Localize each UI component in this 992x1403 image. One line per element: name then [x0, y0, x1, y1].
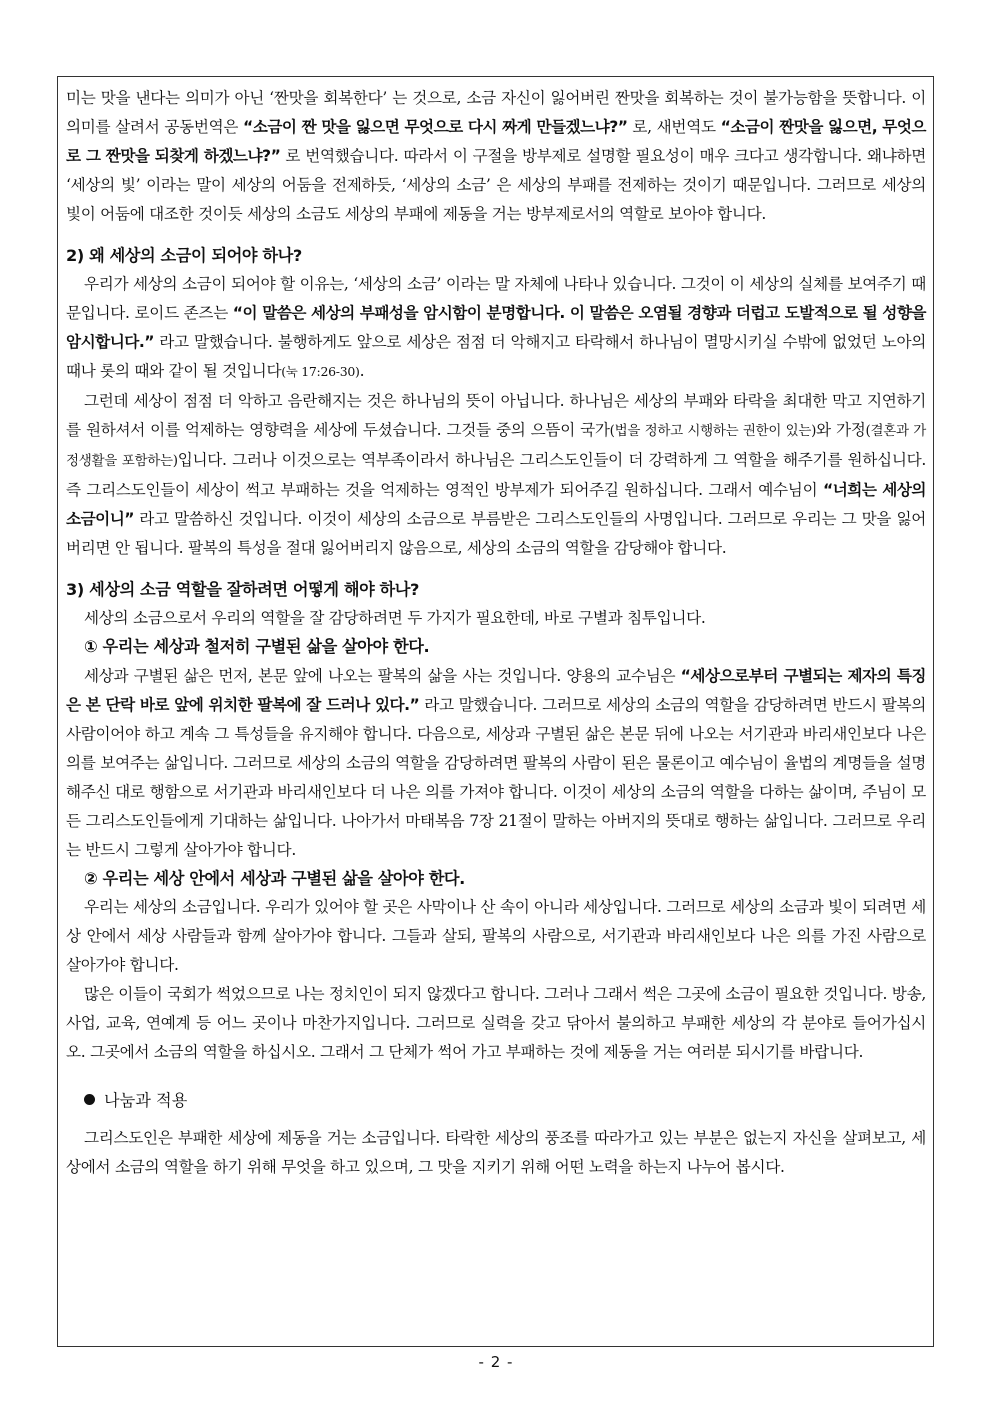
subheading-1: ① 우리는 세상과 철저히 구별된 삶을 살아야 한다. [84, 637, 430, 657]
paragraph: 우리가 세상의 소금이 되어야 할 이유는, ‘세상의 소금’ 이라는 말 자체에 나타나 있습니다. 그것이 이 세상의 실체를 보여주기 때문입니다. 로이드 존즈는 “이 말씀은 세상의 부패성을 암시함이 분명합니다. 이 말씀은 오염될 경향과 더럽고 도발적으로 될 성향을 암시합니다.” 라고 말했습니다. 불행하게도 앞으로 세상은 점점 더 악해지고 타락해서 하나님이 멸망시키실 수밖에 없었던 노아의 때나 롯의 때와 같이 될 것입니다(눅 17:26-30). [66, 275, 927, 381]
paragraph: 그리스도인은 부패한 세상에 제동을 거는 소금입니다. 타락한 세상의 풍조를 따라가고 있는 부분은 없는지 자신을 살펴보고, 세상에서 소금의 역할을 하기 위해 무엇을 하고 있으며, 그 맛을 지키기 위해 어떤 노력을 하는지 나누어 봅시다. [66, 1128, 926, 1176]
paragraph: 세상의 소금으로서 우리의 역할을 잘 감당하려면 두 가지가 필요한데, 바로 구별과 침투입니다. [84, 609, 706, 628]
section-heading-3: 3) 세상의 소금 역할을 잘하려면 어떻게 해야 하나? [66, 579, 420, 599]
paragraph: 우리는 세상의 소금입니다. 우리가 있어야 할 곳은 사막이나 산 속이 아니라 세상입니다. 그러므로 세상의 소금과 빛이 되려면 세상 안에서 세상 사람들과 함께 살아가야 합니다. 그들과 살되, 팔복의 사람으로, 서기관과 바리새인보다 나은 의를 가진 사람으로 살아가야 합니다. [66, 898, 926, 975]
paragraph-continued: 미는 맛을 낸다는 의미가 아닌 ‘짠맛을 회복한다’ 는 것으로, 소금 자신이 잃어버린 짠맛을 회복하는 것이 불가능함을 뜻합니다. 이 의미를 살려서 공동번역은 “소금이 짠 맛을 잃으면 무엇으로 다시 짜게 만들겠느냐?” 로, 새번역도 “소금이 짠맛을 잃으면, 무엇으로 그 짠맛을 되찾게 하겠느냐?” 로 번역했습니다. 따라서 이 구절을 방부제로 설명할 필요성이 매우 크다고 생각합니다. 왜냐하면 ‘세상의 빛’ 이라는 말이 세상의 어둠을 전제하듯, ‘세상의 소금’ 은 세상의 부패를 전제하는 것이기 때문입니다. 그러므로 세상의 빛이 어둠에 대조한 것이듯 세상의 소금도 세상의 부패에 제동을 거는 방부제로서의 역할로 보아야 합니다. [66, 89, 926, 223]
section-heading-2: 2) 왜 세상의 소금이 되어야 하나? [66, 245, 302, 265]
paragraph: 많은 이들이 국회가 썩었으므로 나는 정치인이 되지 않겠다고 합니다. 그러나 그래서 썩은 그곳에 소금이 필요한 것입니다. 방송, 사업, 교육, 연예계 등 어느 곳이나 마찬가지입니다. 그러므로 실력을 갖고 닦아서 불의하고 부패한 세상의 각 분야로 들어가십시오. 그곳에서 소금의 역할을 하십시오. 그래서 그 단체가 썩어 가고 부패하는 것에 제동을 거는 여러분 되시기를 바랍니다. [66, 985, 926, 1061]
bullet-icon [84, 1094, 95, 1105]
page-number: - 2 - [478, 1353, 514, 1371]
document-body [66, 84, 926, 1182]
subheading-2: ② 우리는 세상 안에서 세상과 구별된 삶을 살아야 한다. [84, 868, 465, 888]
paragraph: 세상과 구별된 삶은 먼저, 본문 앞에 나오는 팔복의 삶을 사는 것입니다. 양용의 교수님은 “세상으로부터 구별되는 제자의 특징은 본 단락 바로 앞에 위치한 팔복에 잘 드러나 있다.” 라고 말했습니다. 그러므로 세상의 소금의 역할을 감당하려면 반드시 팔복의 사람이어야 하고 계속 그 특성들을 유지해야 합니다. 다음으로, 세상과 구별된 삶은 본문 뒤에 나오는 서기관과 바리새인보다 나은 의를 보여주는 삶입니다. 그러므로 세상의 소금의 역할을 감당하려면 팔복의 사람이 된은 물론이고 예수님이 율법의 계명들을 설명해주신 대로 행함으로 서기관과 바리새인보다 더 나은 의를 가져야 합니다. 이것이 세상의 소금의 역할을 다하는 삶이며, 주님이 모든 그리스도인들에게 기대하는 삶입니다. 나아가서 마태복음 7장 21절이 말하는 아버지의 뜻대로 행하는 삶입니다. 그러므로 우리는 반드시 그렇게 살아가야 합니다. [66, 667, 926, 859]
paragraph: 그런데 세상이 점점 더 악하고 음란해지는 것은 하나님의 뜻이 아닙니다. 하나님은 세상의 부패와 타락을 최대한 막고 지연하기를 원하셔서 이를 억제하는 영향력을 세상에 두셨습니다. 그것들 중의 으뜸이 국가(법을 정하고 시행하는 권한이 있는)와 가정(결혼과 가정생활을 포함하는)입니다. 그러나 이것으로는 역부족이라서 하나님은 그리스도인들이 더 강력하게 그 역할을 해주기를 원하십니다. 즉 그리스도인들이 세상이 썩고 부패하는 것을 억제하는 영적인 방부제가 되어주길 원하십니다. 그래서 예수님이 “너희는 세상의 소금이니” 라고 말씀하신 것입니다. 이것이 세상의 소금으로 부름받은 그리스도인들의 사명입니다. 그러므로 우리는 그 맛을 잃어버리면 안 됩니다. 팔복의 특성을 절대 잃어버리지 않음으로, 세상의 소금의 역할을 감당해야 합니다. [66, 392, 927, 557]
sharing-heading: 나눔과 적용 [66, 1087, 926, 1116]
